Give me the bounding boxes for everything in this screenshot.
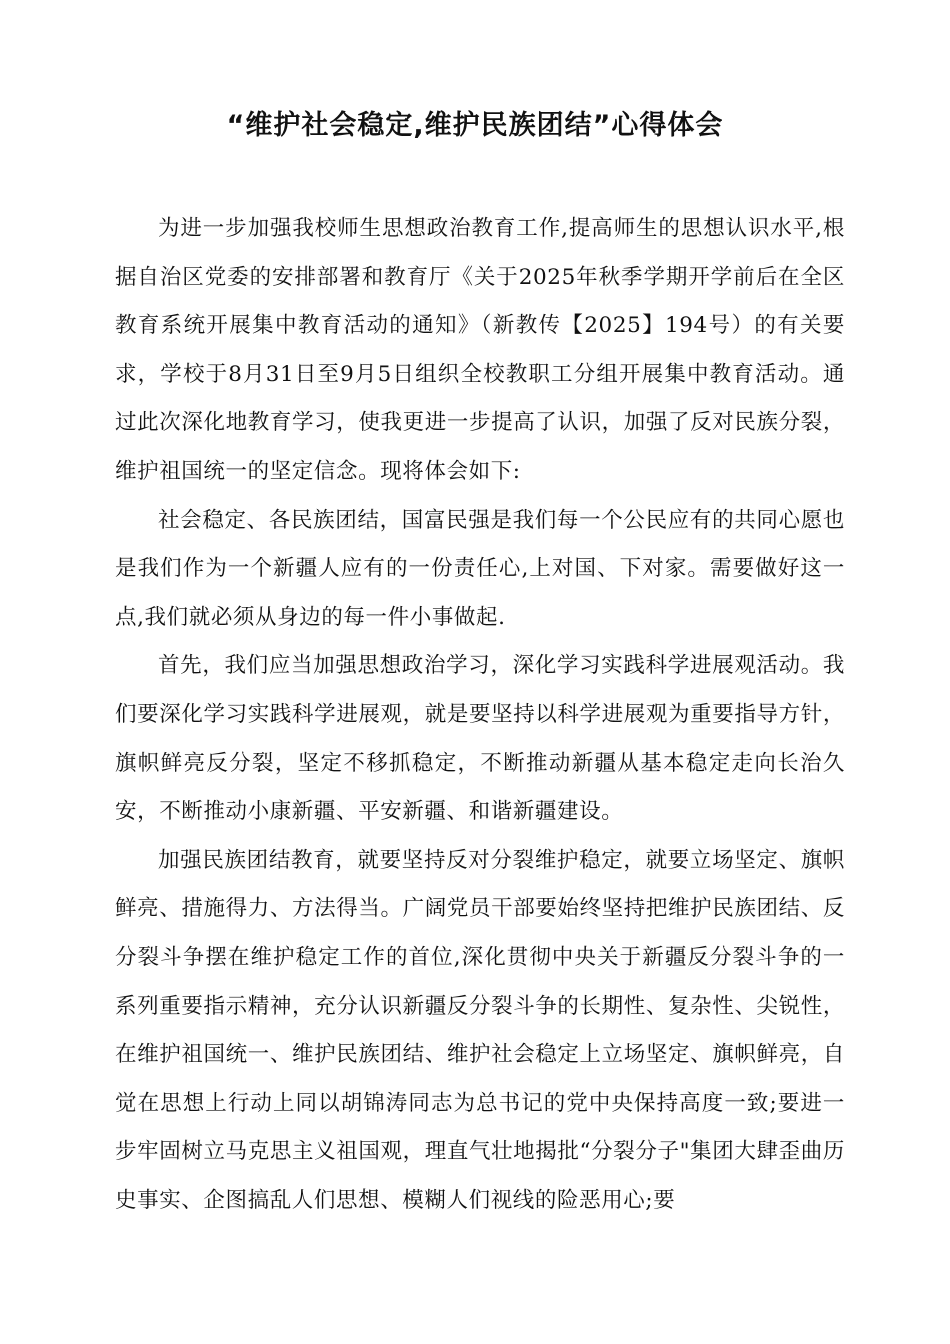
paragraph-social-stability: 社会稳定、各民族团结，国富民强是我们每一个公民应有的共同心愿也是我们作为一个新疆人应有的一份责任心,上对国、下对家。需要做好这一点,我们就必须从身边的每一件小事做起. (115, 507, 845, 630)
paragraph-intro: 为进一步加强我校师生思想政治教育工作,提高师生的思想认识水平,根据自治区党委的安排部署和教育厅《关于2025年秋季学期开学前后在全区教育系统开展集中教育活动的通知》（新教传【2025】194号）的有关要求，学校于8月31日至9月5日组织全校教职工分组开展集中教育活动。通过此次深化地教育学习，使我更进一步提高了认识，加强了反对民族分裂，维护祖国统一的坚定信念。现将体会如下: (115, 216, 845, 484)
document-body (115, 205, 845, 1225)
paragraph-ethnic-unity: 加强民族团结教育，就要坚持反对分裂维护稳定，就要立场坚定、旗帜鲜亮、措施得力、方法得当。广阔党员干部要始终坚持把维护民族团结、反分裂斗争摆在维护稳定工作的首位,深化贯彻中央关于新疆反分裂斗争的一系列重要指示精神，充分认识新疆反分裂斗争的长期性、复杂性、尖锐性，在维护祖国统一、维护民族团结、维护社会稳定上立场坚定、旗帜鲜亮，自觉在思想上行动上同以胡锦涛同志为总书记的党中央保持高度一致;要进一步牢固树立马克思主义祖国观，理直气壮地揭批“分裂分子"集团大肆歪曲历史事实、企图搞乱人们思想、模糊人们视线的险恶用心;要 (115, 847, 845, 1213)
paragraph-political-study: 首先，我们应当加强思想政治学习，深化学习实践科学进展观活动。我们要深化学习实践科学进展观，就是要坚持以科学进展观为重要指导方针，旗帜鲜亮反分裂，坚定不移抓稳定，不断推动新疆从基本稳定走向长治久安，不断推动小康新疆、平安新疆、和谐新疆建设。 (115, 653, 845, 825)
document-title: “维护社会稳定,维护民族团结”心得体会 (226, 110, 724, 141)
